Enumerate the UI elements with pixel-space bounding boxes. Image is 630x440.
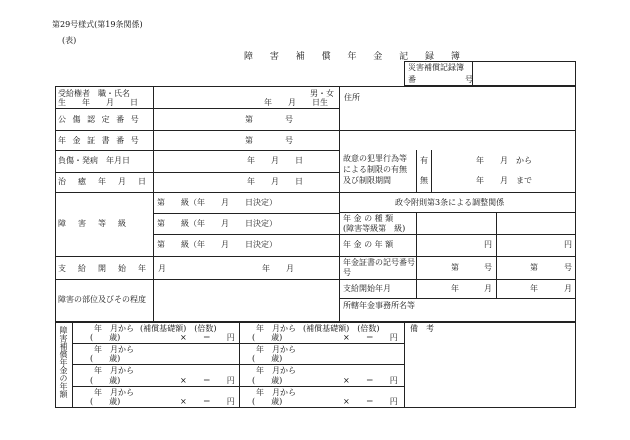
- grade-line-1: 第 級（年 月 日決定）: [157, 198, 277, 207]
- annual-calc-5: × ＝ 円: [343, 333, 398, 342]
- birth-label: 生 年 月 日: [58, 98, 138, 107]
- adjust-start-label: 支給開始年月: [343, 284, 391, 293]
- annual-from-2: 年 月から: [94, 345, 134, 354]
- adjust-year-1: 年: [451, 284, 459, 293]
- grade-label: 障 害 等 級: [58, 219, 128, 228]
- cert-dai-2: 第: [530, 263, 538, 272]
- cert-dai-1: 第: [451, 263, 459, 272]
- address-label: 住所: [344, 93, 360, 102]
- page-title: 障 害 補 償 年 金 記 録 簿: [244, 52, 467, 62]
- annual-age-4: ( 歳): [90, 397, 121, 406]
- crime-no: 無: [420, 176, 428, 185]
- amount-yen-2: 円: [564, 240, 572, 249]
- annual-age-5: ( 歳): [252, 333, 283, 342]
- amount-yen-1: 円: [484, 240, 492, 249]
- form-side: (表): [62, 36, 77, 45]
- annual-from-7: 年 月から: [256, 366, 296, 375]
- grade-line-3: 第 級（年 月 日決定）: [157, 240, 277, 249]
- annual-header-base-right: (補償基礎額) (倍数): [303, 324, 380, 333]
- crime-label-2: による制限の有無: [343, 165, 407, 174]
- office-label-1: 所轄年金事務所名等: [343, 301, 415, 310]
- payment-start-value: 年 月: [262, 264, 294, 273]
- crime-label-1: 故意の犯罪行為等: [343, 154, 407, 163]
- certification-value: 第 号: [245, 115, 293, 124]
- annual-age-8: ( 歳): [252, 397, 283, 406]
- pension-type-label-1: 年 金 の 種 類: [343, 214, 394, 223]
- register-ban: 番: [408, 75, 416, 84]
- payment-start-label: 支 給 開 始 年 月: [58, 264, 168, 273]
- remarks-label: 備 考: [410, 324, 434, 333]
- cert-no-label-go: 号: [343, 268, 351, 277]
- cure-label: 治 癒 年 月 日: [58, 177, 148, 186]
- recipient-label: 受給権者 職・氏名: [58, 89, 130, 98]
- cert-go-2: 号: [564, 263, 572, 272]
- adjust-month-1: 月: [484, 284, 492, 293]
- annual-side-label: 障害補償年金の年額: [59, 326, 68, 398]
- grade-line-2: 第 級（年 月 日決定）: [157, 219, 277, 228]
- annual-age-1: ( 歳): [90, 333, 121, 342]
- annual-age-7: ( 歳): [252, 376, 283, 385]
- form-number: 第29号様式(第19条関係): [52, 20, 143, 29]
- register-go: 号: [465, 75, 473, 84]
- annual-calc-4: × ＝ 円: [180, 397, 235, 406]
- adjust-month-2: 月: [564, 284, 572, 293]
- annual-header-base-left: (補償基礎額) (倍数): [140, 324, 217, 333]
- annual-calc-7: × ＝ 円: [343, 376, 398, 385]
- annual-from-3: 年 月から: [94, 366, 134, 375]
- annual-from-5: 年 月から: [256, 324, 296, 333]
- pension-cert-label: 年 金 証 書 番 号: [58, 136, 141, 145]
- annual-from-8: 年 月から: [256, 388, 296, 397]
- annual-age-6: ( 歳): [252, 354, 283, 363]
- pension-cert-value: 第 号: [245, 136, 293, 145]
- pension-type-label-2: (障害等級第 級): [343, 224, 406, 233]
- crime-from: 年 月 から: [476, 156, 532, 165]
- birth-date-field: 年 月 日生: [264, 98, 328, 107]
- disability-area-label: 障害の部位及びその程度: [58, 295, 146, 304]
- annual-age-3: ( 歳): [90, 376, 121, 385]
- cert-no-label: 年金証書の記号番号: [343, 258, 415, 267]
- pension-amount-label: 年 金 の 年 額: [343, 240, 394, 249]
- annual-calc-1: × ＝ 円: [180, 333, 235, 342]
- annual-from-1: 年 月から: [94, 324, 134, 333]
- annual-from-4: 年 月から: [94, 388, 134, 397]
- certification-label: 公 傷 認 定 番 号: [58, 115, 141, 124]
- annual-from-6: 年 月から: [256, 345, 296, 354]
- injury-label: 負傷・発病 年月日: [58, 156, 130, 165]
- annual-age-2: ( 歳): [90, 354, 121, 363]
- adjust-title: 政令附則第3条による調整関係: [395, 198, 505, 207]
- annual-calc-3: × ＝ 円: [180, 376, 235, 385]
- crime-label-3: 及び制限期間: [343, 176, 391, 185]
- cert-go-1: 号: [484, 263, 492, 272]
- sex-field: 男・女: [310, 89, 334, 98]
- annual-calc-8: × ＝ 円: [343, 397, 398, 406]
- injury-value: 年 月 日: [247, 156, 303, 165]
- register-label: 災害補償記録簿: [408, 63, 464, 72]
- crime-yes: 有: [420, 156, 428, 165]
- cure-value: 年 月 日: [247, 177, 303, 186]
- crime-to: 年 月 まで: [476, 176, 532, 185]
- adjust-year-2: 年: [530, 284, 538, 293]
